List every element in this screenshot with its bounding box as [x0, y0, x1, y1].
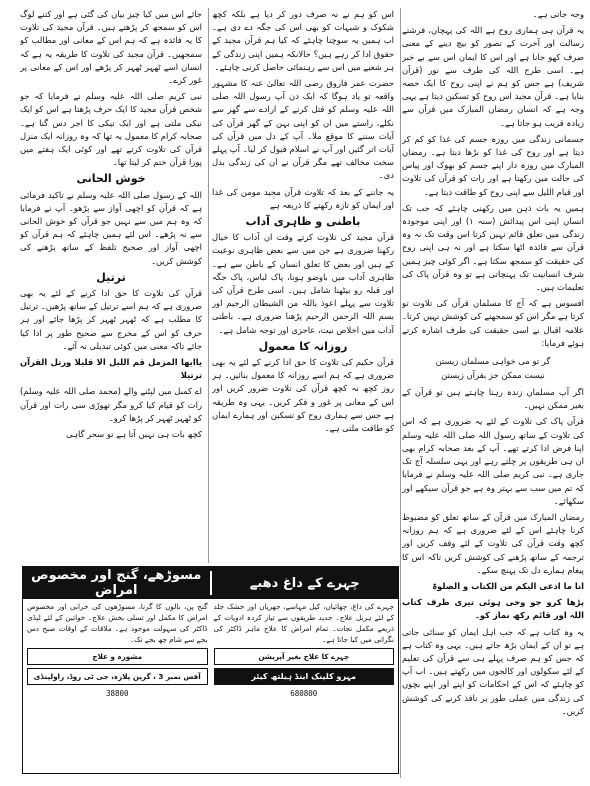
- article-column-left: [20, 8, 202, 563]
- article-column-right: [402, 8, 584, 778]
- ad-phone: 680800: [290, 689, 318, 698]
- paragraph: قرآن کی تلاوت کا حق ادا کرنے کے لئے یہ بھی ضروری ہے کہ ہم اسے ترتیل کے ساتھ پڑھیں۔ ترتیل کا مطلب ہے کہ ٹھہر ٹھہر کر پڑھا جائے اور ہر حرف کو اس کے مخرج سے صحیح طور پر ادا کیا جائے تاکہ معنی میں کوئی تبدیلی نہ آئے۔: [20, 288, 202, 351]
- ad-body: [27, 601, 394, 769]
- verse-heading: یاایھا المزمل قم اللیل الا قلیلا ورتل القرآن ترتیلا: [20, 357, 202, 381]
- paragraph: جسمانی زندگی میں روزہ جسم کی غذا کو کم کر دیتا ہے اور روح کی غذا کو بڑھا دیتا ہے۔ رمضان المبارک میں روزہ دار اپنے جسم کو بھوک اور پیاس کی حالت میں رکھتا ہے اور رات کو قرآن کی تلاوت اور قیام اللیل سے اپنی روح کو طاقت دیتا ہے۔: [402, 133, 584, 197]
- couplet-line: نیست ممکن جز بقرآں زیستن: [441, 370, 545, 381]
- verse-translation: پڑھا کرو جو وحی ہوئی تیری طرف کتاب اللہ اور قائم رکھ نماز کو۔: [402, 597, 584, 621]
- advertisement-box: [22, 566, 399, 774]
- paragraph: قرآن پاک کی تلاوت کے لئے یہ ضروری ہے کہ اس کی تلاوت کے ساتھ رسول اللہ صلی اللہ علیہ وسلم اپنا فرض ادا کرتے تھے۔ آپ کے بعد صحابہ کرام بھی ان ہی طریقوں پر چلتے رہے اور یہی سلسلہ آج تک جاری ہے۔ نبی کریم صلی اللہ علیہ وسلم نے فرمایا کہ تم میں سب سے بہتر وہ ہے جو قرآن سیکھے اور سکھائے۔: [402, 416, 584, 506]
- section-heading: خوش الحانی: [76, 172, 146, 186]
- paragraph: نبی کریم صلی اللہ علیہ وسلم نے فرمایا کہ جو شخص قرآن مجید کا ایک حرف پڑھتا ہے اس کو ایک نیکی ملتی ہے اور ایک نیکی کا اجر دس گنا ہے۔ صحابہ کرام کا معمول یہ تھا کہ وہ روزانہ ایک منزل قرآن کی تلاوت کرتے تھے اور کوئی ایک ہفتے میں پورا قرآن ختم کر لیتا تھا۔: [20, 91, 202, 168]
- ad-column: [214, 601, 395, 769]
- paragraph: حضرت عمر فاروق رضی اللہ تعالیٰ عنہ کا مشہور واقعہ تو یاد ہوگا کہ ایک دن آپ رسول اللہ صلی اللہ علیہ وسلم کو قتل کرنے کے ارادے سے گھر سے نکلے، راستے میں ان کو اپنی بہن کے گھر قرآن کی آیات سننے کا موقع ملا۔ آپ کے دل میں قرآن کی آیات اتر گئیں اور آپ نے اسلام قبول کر لیا۔ آپ پہلے سخت مخالف تھے مگر قرآن نے ان کی زندگی بدل دی۔: [212, 78, 394, 181]
- ad-column: [27, 601, 208, 769]
- paragraph: یہ جاننے کے بعد کہ تلاوت قرآن مجید مومن کی غذا اور ایمان کو تازہ رکھنے کا ذریعہ ہے: [212, 186, 394, 210]
- banner-divider: [210, 571, 212, 595]
- paragraph: یہ وہ کتاب ہے کہ جب اہل ایمان کو سنائی جاتی ہے تو ان کے ایمان بڑھ جاتے ہیں۔ یہی وہ کتاب ہے کہ جس کو ہم صرف پہلے ہی سے قرآن کی تعلیم کے لئے سکولوں اور کالجوں میں رکھتے ہیں۔ اب آپ کو چاہئے کہ اس کے احکامات کو اپنے اور اپنے بچوں کی زندگی میں عملی طور پر نافذ کرنے کی کوشش کریں۔: [402, 626, 584, 716]
- ad-text: چہرے کی داغ، چھائیاں، کیل مہاسے، جھریاں اور خشک جلد کے لئے ہربل علاج۔ جدید طریقوں سے تیار کردہ ادویات کے ذریعے مکمل نجات۔ تمام امراض کا علاج ماہر ڈاکٹر کی نگرانی میں کیا جاتا ہے۔: [213, 602, 394, 644]
- section-heading: ترتیل: [96, 270, 126, 284]
- paragraph: قرآن مجید کی تلاوت کرتے وقت ان آداب کا خیال رکھنا ضروری ہے جن میں سے بعض ظاہری نوعیت کے ہیں اور بعض کا تعلق انسان کے باطن سے ہے۔ ظاہری آداب میں باوضو ہونا، پاک لباس، پاک جگہ اور قبلہ رو بیٹھنا شامل ہیں۔ اسی طرح قرآن کی تلاوت سے پہلے اعوذ باللہ من الشیطان الرجیم اور بسم اللہ الرحمن الرحیم پڑھنا ضروری ہے۔ باطنی آداب میں اخلاص نیت، عاجزی اور توجہ شامل ہے۔: [212, 232, 394, 335]
- paragraph: اگر آپ مسلمان زندہ رہنا چاہتے ہیں تو قرآن کے بغیر ممکن نہیں۔: [402, 387, 584, 411]
- persian-couplet: [402, 354, 584, 382]
- paragraph: اس کو ہم نے نہ صرف دور کر دیا ہے بلکہ کچھ شکوک و شبہات کو بھی اس کی جگہ دے دی ہے۔ اب ہمیں یہ سوچنا چاہئے کہ کیا ہم قرآن مجید کے حقوق ادا کر رہے ہیں؟ حالانکہ ہمیں اپنی زندگی کے ہر شعبے میں اس سے رہنمائی حاصل کرنی چاہئے۔: [212, 9, 394, 72]
- ad-text: گنج پن، بالوں کا گرنا، مسوڑھوں کی خرابی اور مخصوص امراض کا مکمل اور تسلی بخش علاج۔ خواتین کے لئے لیڈی ڈاکٹر کی سہولت موجود ہے۔ ملاقات کے اوقات صبح دس بجے سے شام چھ بجے تک۔: [27, 602, 208, 644]
- ad-callout: مشورہ و علاج: [27, 648, 208, 665]
- column-divider: [400, 8, 401, 778]
- ad-banner-title: چہرے کے داغ دھبے: [249, 575, 360, 591]
- ad-banner: [23, 567, 398, 599]
- article-column-middle: [212, 8, 394, 563]
- section-heading: روزانہ کا معمول: [258, 339, 348, 353]
- column-divider: [208, 8, 209, 563]
- paragraph: قرآن حکیم کی تلاوت کا حق ادا کرنے کے لئے یہ بھی ضروری ہے کہ ہم اسے روزانہ کا معمول بنائیں۔ ہر روز کچھ نہ کچھ قرآن کی تلاوت ضرور کریں اور اس کے معانی پر غور و فکر کریں۔ یہی وہ طریقہ ہے جس سے ہماری روح کو تسکین اور ہمارے ایمان کو طاقت ملتی ہے۔: [212, 357, 394, 434]
- verse-heading: انا ما ادعی الیکم من الکتاب و الصلوۃ: [432, 580, 584, 591]
- paragraph: ہمیں یہ بات ذہن میں رکھنی چاہئے کہ جب تک انسان اپنی اس پیدائش (سنہ ۱) اور اپنی موجودہ زندگی میں تعلق قائم نہیں کرتا اس وقت تک نہ وہ قرآن سے فائدہ اٹھا سکتا ہے اور نہ ہی اپنی روح کی حقیقت کو سمجھ سکتا ہے۔ اگر کوئی چیز ہمیں شرف انسانیت تک پہنچاتی ہے تو وہ قرآن پاک کی تعلیمات ہیں۔: [402, 202, 584, 293]
- couplet-line: گر تو می خواہی مسلماں زیستن: [435, 356, 551, 367]
- paragraph: افسوس ہے کہ آج کا مسلمان قرآن کی تلاوت تو کرتا ہے مگر اس کو سمجھنے کی کوشش نہیں کرتا۔ علامہ اقبال نے اسی حقیقت کی طرف اشارہ کرتے ہوئے فرمایا:: [402, 298, 584, 348]
- paragraph: وجہ جاتی ہے۔: [532, 9, 584, 19]
- ad-banner-title: مسوڑھے، گنج اور مخصوص امراض: [31, 568, 202, 598]
- paragraph: کچھ بات ہی نہیں آتا ہے تو سحر گاہی: [66, 429, 202, 440]
- section-heading: باطنی و ظاہری آداب: [245, 215, 361, 229]
- paragraph: اللہ کے رسول صلی اللہ علیہ وسلم نے تاکید فرمائی ہے کہ قرآن کو اچھی آواز سے پڑھو۔ آپ نے فرمایا کہ وہ ہم میں سے نہیں جو قرآن کو خوش الحانی سے نہ پڑھے۔ اس لئے ہمیں چاہئے کہ ہم قرآن کو اچھی آواز اور صحیح تلفظ کے ساتھ پڑھنے کی کوشش کریں۔: [20, 189, 202, 266]
- ad-clinic-name: مہرو کلینک اینڈ ہیلتھ کیئر: [214, 668, 395, 685]
- paragraph: رمضان المبارک میں قرآن کے ساتھ تعلق کو مضبوط کرنا چاہئے اس کے لئے ضروری ہے کہ ہم روزانہ کچھ وقت قرآن کی تلاوت کے لئے وقف کریں اور ترجمہ کے ساتھ پڑھنے کی کوشش کریں تاکہ اس کا پیغام ہمارے دل تک پہنچ سکے۔: [402, 511, 584, 575]
- ad-address: آفس نمبر 3 ، گرین پلازہ، جی ٹی روڈ، راولپنڈی: [27, 668, 208, 685]
- paragraph: اے کمبل میں لپٹنے والے (محمد صلی اللہ علیہ وسلم) رات کو قیام کیا کرو مگر تھوڑی سی رات اور قرآن کو ٹھہر ٹھہر کر پڑھا کرو۔: [20, 386, 202, 423]
- ad-phone: 38800: [105, 689, 129, 698]
- paragraph: جائے اس میں کیا چیز بیان کی گئی ہے اور کتنے لوگ اس کو سمجھ کر پڑھتے ہیں۔ قرآن مجید کی تلاوت کا یہ فائدہ ہے کہ ہم اس کے معانی اور مطالب کو سمجھیں۔ قرآن مجید کی تلاوت کا طریقہ یہ ہے کہ انسان اسے ٹھہر ٹھہر کر پڑھے اور اس کے معانی پر غور کرے۔: [20, 9, 202, 86]
- ad-callout: چہرے کا علاج بغیر آپریشن: [214, 648, 395, 665]
- paragraph: یہ قرآن ہی ہماری روح ہے اللہ کی پہچان، فرشتے رسالت اور آخرت کے تصور کو بیچ دینے کے معنی صرف کھو جانا ہے اور اس کا ایمان اس سے بے خبر ہے۔ اسی طرح اللہ کی طرف سے نور (قرآن شریف) ہے جس کو ہم نے اپنی روح کا ایک حصہ بنایا ہے۔ قرآن مجید اس روح کو تسکین دیتا ہے یہی وجہ ہے کہ انسان رمضان المبارک میں قرآن سے زیادہ قریب ہو جاتا ہے۔: [402, 25, 584, 128]
